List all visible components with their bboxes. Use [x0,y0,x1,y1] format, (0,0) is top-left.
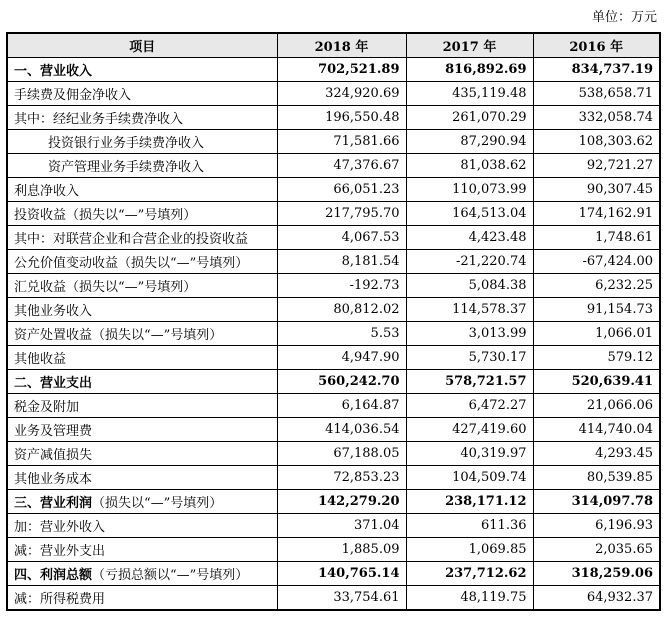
value-2016: 538,658.71 [533,82,660,106]
header-2018: 2018 年 [277,33,406,58]
value-2016: 520,639.41 [533,370,660,394]
table-row [7,442,660,466]
value-2016: 332,058.74 [533,106,660,130]
row-label: 资产处置收益（损失以“—”号填列） [7,322,277,346]
header-2016: 2016 年 [533,33,660,58]
value-2016: 80,539.85 [533,466,660,490]
value-2017: 237,712.62 [406,562,533,586]
value-2016: 108,303.62 [533,130,660,154]
value-2018: -192.73 [277,274,406,298]
value-2017: 611.36 [406,514,533,538]
value-2017: 4,423.48 [406,226,533,250]
row-label: 资产管理业务手续费净收入 [7,154,277,178]
value-2016: 834,737.19 [533,58,660,82]
row-label: 其他业务收入 [7,298,277,322]
value-2016: 314,097.78 [533,490,660,514]
value-2017: -21,220.74 [406,250,533,274]
row-label: 汇兑收益（损失以“—”号填列） [7,274,277,298]
row-label: 业务及管理费 [7,418,277,442]
value-2016: -67,424.00 [533,250,660,274]
table-row [7,178,660,202]
value-2017: 114,578.37 [406,298,533,322]
row-label-main: 三、营业利润 [14,496,93,511]
value-2018: 33,754.61 [277,586,406,611]
table-row [7,418,660,442]
value-2017: 238,171.12 [406,490,533,514]
table-row [7,82,660,106]
table-row [7,130,660,154]
value-2016: 90,307.45 [533,178,660,202]
table-row [7,466,660,490]
value-2017: 110,073.99 [406,178,533,202]
value-2017: 40,319.97 [406,442,533,466]
value-2018: 371.04 [277,514,406,538]
row-label-note: （损失以“—”号填列） [92,496,223,511]
table-row [7,370,660,394]
row-label: 手续费及佣金净收入 [7,82,277,106]
row-label: 加：营业外收入 [7,514,277,538]
row-label: 利息净收入 [7,178,277,202]
value-2018: 702,521.89 [277,58,406,82]
value-2017: 261,070.29 [406,106,533,130]
value-2017: 81,038.62 [406,154,533,178]
value-2018: 196,550.48 [277,106,406,130]
value-2017: 6,472.27 [406,394,533,418]
row-label: 投资银行业务手续费净收入 [7,130,277,154]
value-2017: 5,730.17 [406,346,533,370]
value-2016: 318,259.06 [533,562,660,586]
row-label: 其中：经纪业务手续费净收入 [7,106,277,130]
value-2018: 142,279.20 [277,490,406,514]
row-label: 其中：对联营企业和合营企业的投资收益 [7,226,277,250]
row-label-main: 四、利润总额 [14,568,93,583]
row-label: 一、营业收入 [7,58,277,82]
table-row [7,298,660,322]
income-statement-table [6,32,661,611]
value-2018: 1,885.09 [277,538,406,562]
value-2017: 435,119.48 [406,82,533,106]
header-item: 项目 [7,33,277,58]
value-2018: 66,051.23 [277,178,406,202]
value-2018: 560,242.70 [277,370,406,394]
value-2017: 48,119.75 [406,586,533,611]
value-2016: 64,932.37 [533,586,660,611]
value-2016: 174,162.91 [533,202,660,226]
table-row [7,562,660,586]
value-2017: 104,509.74 [406,466,533,490]
value-2017: 87,290.94 [406,130,533,154]
table-row [7,490,660,514]
value-2018: 5.53 [277,322,406,346]
table-row [7,322,660,346]
row-label: 其他业务成本 [7,466,277,490]
table-row [7,514,660,538]
table-row [7,106,660,130]
table-row [7,586,660,611]
table-row [7,274,660,298]
value-2017: 427,419.60 [406,418,533,442]
table-row [7,154,660,178]
value-2017: 164,513.04 [406,202,533,226]
value-2016: 414,740.04 [533,418,660,442]
value-2018: 217,795.70 [277,202,406,226]
row-label: 二、营业支出 [7,370,277,394]
row-label: 减：所得税费用 [7,586,277,611]
value-2017: 578,721.57 [406,370,533,394]
row-label: 资产减值损失 [7,442,277,466]
value-2018: 414,036.54 [277,418,406,442]
row-label: 公允价值变动收益（损失以“—”号填列） [7,250,277,274]
header-2017: 2017 年 [406,33,533,58]
value-2018: 72,853.23 [277,466,406,490]
table-row [7,538,660,562]
value-2018: 6,164.87 [277,394,406,418]
value-2018: 80,812.02 [277,298,406,322]
value-2017: 3,013.99 [406,322,533,346]
value-2018: 140,765.14 [277,562,406,586]
table-row [7,202,660,226]
value-2016: 4,293.45 [533,442,660,466]
value-2018: 4,947.90 [277,346,406,370]
table-row [7,346,660,370]
value-2018: 67,188.05 [277,442,406,466]
value-2017: 5,084.38 [406,274,533,298]
table-row [7,58,660,82]
value-2016: 1,748.61 [533,226,660,250]
table-row [7,226,660,250]
value-2016: 91,154.73 [533,298,660,322]
row-label-note: （亏损总额以“—”号填列） [92,568,249,583]
value-2016: 6,232.25 [533,274,660,298]
value-2018: 8,181.54 [277,250,406,274]
value-2016: 579.12 [533,346,660,370]
table-header-row [7,33,660,58]
value-2017: 1,069.85 [406,538,533,562]
value-2016: 2,035.65 [533,538,660,562]
value-2018: 324,920.69 [277,82,406,106]
value-2017: 816,892.69 [406,58,533,82]
table-row [7,394,660,418]
table-row [7,250,660,274]
value-2018: 71,581.66 [277,130,406,154]
value-2016: 6,196.93 [533,514,660,538]
value-2018: 47,376.67 [277,154,406,178]
row-label: 税金及附加 [7,394,277,418]
row-label: 投资收益（损失以“—”号填列） [7,202,277,226]
row-label [7,490,277,514]
row-label [7,562,277,586]
row-label: 减：营业外支出 [7,538,277,562]
value-2018: 4,067.53 [277,226,406,250]
value-2016: 92,721.27 [533,154,660,178]
value-2016: 21,066.06 [533,394,660,418]
unit-label: 单位：万元 [591,10,657,25]
value-2016: 1,066.01 [533,322,660,346]
row-label: 其他收益 [7,346,277,370]
